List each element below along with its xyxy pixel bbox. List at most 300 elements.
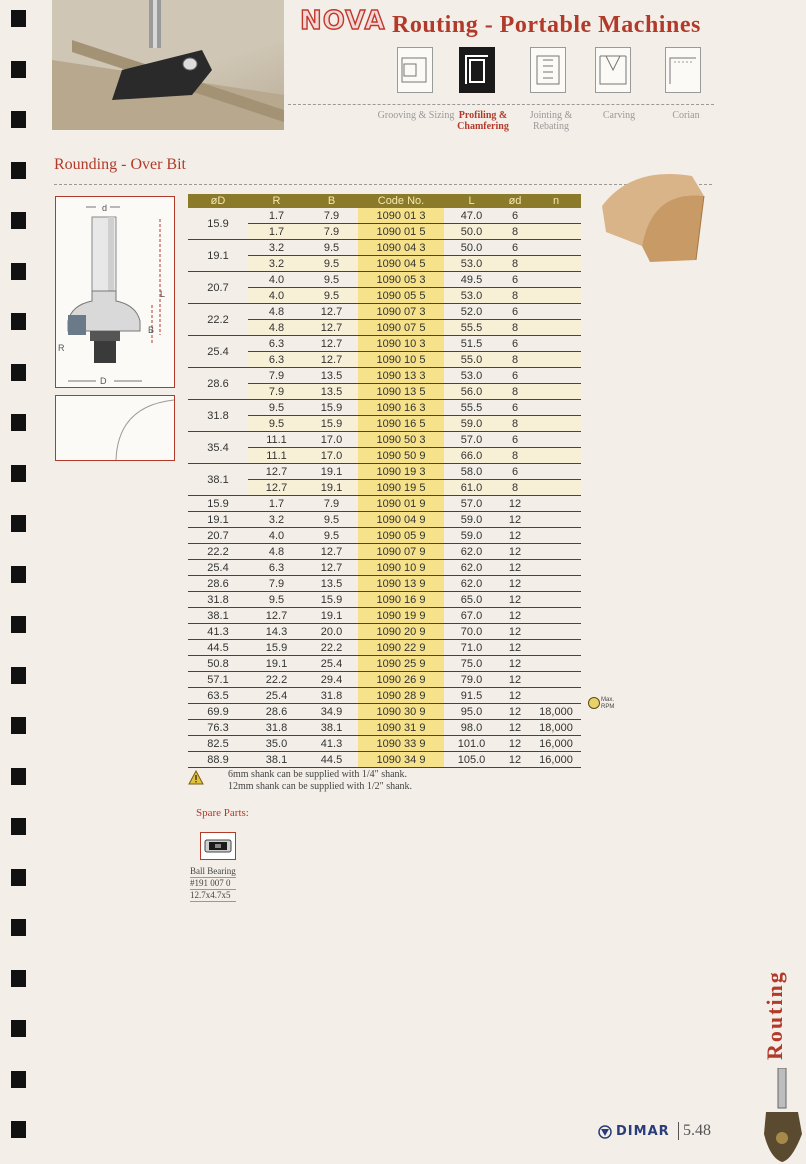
product-photo bbox=[52, 0, 284, 130]
cell-shank: 12 bbox=[499, 608, 531, 624]
cell-shank: 6 bbox=[499, 464, 531, 480]
cell-b: 12.7 bbox=[305, 336, 358, 352]
cell-length: 58.0 bbox=[444, 464, 499, 480]
table-row bbox=[188, 656, 581, 672]
cell-code: 1090 01 5 bbox=[358, 224, 444, 240]
cell-length: 49.5 bbox=[444, 272, 499, 288]
cell-radius: 4.0 bbox=[248, 288, 305, 304]
category-label-profiling[interactable]: Profiling & Chamfering bbox=[457, 110, 509, 132]
cell-code: 1090 10 5 bbox=[358, 352, 444, 368]
cell-code: 1090 16 3 bbox=[358, 400, 444, 416]
shank-note-12mm: 12mm shank can be supplied with 1/2" shank. bbox=[228, 781, 413, 792]
col-header-R: R bbox=[248, 194, 305, 208]
cell-diameter: 31.8 bbox=[188, 400, 248, 432]
cell-rpm bbox=[531, 304, 581, 320]
cell-code: 1090 01 9 bbox=[358, 496, 444, 512]
cell-shank: 6 bbox=[499, 304, 531, 320]
cell-radius: 4.0 bbox=[248, 528, 305, 544]
cell-code: 1090 05 9 bbox=[358, 528, 444, 544]
spare-part-name: Ball Bearing bbox=[190, 866, 236, 876]
cell-diameter: 38.1 bbox=[188, 464, 248, 496]
dim-label-d: d bbox=[102, 203, 108, 213]
cell-rpm bbox=[531, 224, 581, 240]
cell-diameter: 35.4 bbox=[188, 432, 248, 464]
cell-rpm bbox=[531, 608, 581, 624]
dimar-logo-icon bbox=[598, 1125, 612, 1139]
cell-length: 53.0 bbox=[444, 288, 499, 304]
cell-length: 70.0 bbox=[444, 624, 499, 640]
col-header-code: Code No. bbox=[358, 194, 444, 208]
cell-b: 12.7 bbox=[305, 320, 358, 336]
cell-length: 59.0 bbox=[444, 528, 499, 544]
side-tab-label: Routing bbox=[762, 970, 787, 1060]
cell-length: 75.0 bbox=[444, 656, 499, 672]
binding-hole bbox=[11, 919, 26, 936]
page-number: 5.48 bbox=[678, 1122, 711, 1140]
cell-rpm: 18,000 bbox=[531, 704, 581, 720]
rpm-note bbox=[601, 697, 614, 711]
cell-length: 95.0 bbox=[444, 704, 499, 720]
jointing-icon[interactable] bbox=[530, 47, 566, 93]
cell-rpm bbox=[531, 528, 581, 544]
cell-code: 1090 10 9 bbox=[358, 560, 444, 576]
cell-code: 1090 50 3 bbox=[358, 432, 444, 448]
footer-brand: DIMAR bbox=[616, 1124, 670, 1139]
cell-radius: 11.1 bbox=[248, 432, 305, 448]
cell-b: 19.1 bbox=[305, 608, 358, 624]
cell-diameter: 15.9 bbox=[188, 208, 248, 240]
cell-length: 55.5 bbox=[444, 320, 499, 336]
table-row bbox=[188, 688, 581, 704]
table-row bbox=[188, 640, 581, 656]
table-row bbox=[188, 208, 581, 224]
binding-hole bbox=[11, 869, 26, 886]
cell-radius: 15.9 bbox=[248, 640, 305, 656]
cell-radius: 9.5 bbox=[248, 400, 305, 416]
cell-rpm bbox=[531, 352, 581, 368]
cell-b: 38.1 bbox=[305, 720, 358, 736]
cell-radius: 12.7 bbox=[248, 608, 305, 624]
cell-length: 51.5 bbox=[444, 336, 499, 352]
binding-hole bbox=[11, 667, 26, 684]
cell-diameter: 25.4 bbox=[188, 336, 248, 368]
cell-rpm: 16,000 bbox=[531, 752, 581, 768]
cell-radius: 9.5 bbox=[248, 592, 305, 608]
cell-rpm bbox=[531, 240, 581, 256]
binding-hole bbox=[11, 717, 26, 734]
cell-radius: 6.3 bbox=[248, 560, 305, 576]
table-row bbox=[188, 240, 581, 256]
table-row bbox=[188, 336, 581, 352]
cell-rpm bbox=[531, 688, 581, 704]
cell-length: 91.5 bbox=[444, 688, 499, 704]
category-label-grooving[interactable]: Grooving & Sizing bbox=[377, 110, 455, 121]
cell-length: 57.0 bbox=[444, 496, 499, 512]
cell-radius: 3.2 bbox=[248, 240, 305, 256]
cell-radius: 1.7 bbox=[248, 224, 305, 240]
cell-length: 71.0 bbox=[444, 640, 499, 656]
cell-code: 1090 04 3 bbox=[358, 240, 444, 256]
table-row bbox=[188, 432, 581, 448]
binding-hole bbox=[11, 10, 26, 27]
cell-length: 50.0 bbox=[444, 240, 499, 256]
cell-shank: 6 bbox=[499, 208, 531, 224]
cell-rpm bbox=[531, 320, 581, 336]
cell-length: 53.0 bbox=[444, 256, 499, 272]
category-label-jointing[interactable]: Jointing & Rebating bbox=[529, 110, 573, 132]
cell-radius: 4.0 bbox=[248, 272, 305, 288]
cell-diameter: 82.5 bbox=[188, 736, 248, 752]
cell-shank: 8 bbox=[499, 224, 531, 240]
cell-shank: 6 bbox=[499, 368, 531, 384]
cell-rpm bbox=[531, 544, 581, 560]
cell-length: 65.0 bbox=[444, 592, 499, 608]
cell-length: 53.0 bbox=[444, 368, 499, 384]
cell-diameter: 88.9 bbox=[188, 752, 248, 768]
cell-shank: 8 bbox=[499, 288, 531, 304]
cell-b: 9.5 bbox=[305, 272, 358, 288]
binding-hole bbox=[11, 515, 26, 532]
binding-hole bbox=[11, 566, 26, 583]
cell-shank: 6 bbox=[499, 400, 531, 416]
cell-length: 55.5 bbox=[444, 400, 499, 416]
cell-rpm bbox=[531, 336, 581, 352]
cell-radius: 3.2 bbox=[248, 512, 305, 528]
spare-part-info bbox=[190, 866, 236, 902]
cell-radius: 14.3 bbox=[248, 624, 305, 640]
cell-code: 1090 31 9 bbox=[358, 720, 444, 736]
cell-b: 17.0 bbox=[305, 448, 358, 464]
cell-rpm bbox=[531, 208, 581, 224]
cell-b: 7.9 bbox=[305, 224, 358, 240]
table-row bbox=[188, 704, 581, 720]
table-row bbox=[188, 752, 581, 768]
cell-rpm bbox=[531, 464, 581, 480]
dim-label-B: B bbox=[148, 325, 155, 335]
cell-shank: 6 bbox=[499, 432, 531, 448]
cell-length: 59.0 bbox=[444, 416, 499, 432]
cell-code: 1090 33 9 bbox=[358, 736, 444, 752]
ball-bearing-icon bbox=[200, 832, 236, 860]
cell-rpm bbox=[531, 624, 581, 640]
carving-icon[interactable] bbox=[595, 47, 631, 93]
spare-part-size: 12.7x4.7x5 bbox=[190, 890, 236, 902]
cell-shank: 12 bbox=[499, 512, 531, 528]
cell-diameter: 57.1 bbox=[188, 672, 248, 688]
cell-shank: 12 bbox=[499, 544, 531, 560]
cell-b: 7.9 bbox=[305, 208, 358, 224]
cell-diameter: 20.7 bbox=[188, 528, 248, 544]
cell-radius: 12.7 bbox=[248, 464, 305, 480]
cell-b: 20.0 bbox=[305, 624, 358, 640]
cell-length: 79.0 bbox=[444, 672, 499, 688]
cell-shank: 6 bbox=[499, 240, 531, 256]
cut-profile-diagram bbox=[55, 395, 175, 461]
cell-length: 59.0 bbox=[444, 512, 499, 528]
cell-diameter: 63.5 bbox=[188, 688, 248, 704]
cell-shank: 12 bbox=[499, 528, 531, 544]
table-row bbox=[188, 496, 581, 512]
table-row bbox=[188, 624, 581, 640]
cell-rpm bbox=[531, 496, 581, 512]
cell-code: 1090 50 9 bbox=[358, 448, 444, 464]
binding-hole bbox=[11, 414, 26, 431]
dim-label-L: L bbox=[160, 289, 166, 299]
cell-rpm bbox=[531, 640, 581, 656]
cell-radius: 38.1 bbox=[248, 752, 305, 768]
cell-code: 1090 10 3 bbox=[358, 336, 444, 352]
cell-b: 9.5 bbox=[305, 256, 358, 272]
binding-hole bbox=[11, 970, 26, 987]
cell-radius: 35.0 bbox=[248, 736, 305, 752]
cell-length: 62.0 bbox=[444, 544, 499, 560]
cell-diameter: 20.7 bbox=[188, 272, 248, 304]
cell-length: 105.0 bbox=[444, 752, 499, 768]
bit-diagram bbox=[55, 196, 175, 388]
cell-rpm bbox=[531, 272, 581, 288]
cell-rpm bbox=[531, 432, 581, 448]
cell-length: 50.0 bbox=[444, 224, 499, 240]
cell-diameter: 28.6 bbox=[188, 576, 248, 592]
page-header bbox=[300, 6, 720, 46]
warning-icon bbox=[188, 770, 204, 785]
cell-code: 1090 13 5 bbox=[358, 384, 444, 400]
table-row bbox=[188, 368, 581, 384]
side-tab-bit-icon bbox=[762, 1068, 806, 1164]
cell-rpm bbox=[531, 576, 581, 592]
cell-code: 1090 25 9 bbox=[358, 656, 444, 672]
brand-logo: NOVA bbox=[300, 6, 386, 36]
cell-b: 25.4 bbox=[305, 656, 358, 672]
cell-b: 13.5 bbox=[305, 576, 358, 592]
cell-b: 15.9 bbox=[305, 400, 358, 416]
cell-b: 9.5 bbox=[305, 288, 358, 304]
wood-profile-sample bbox=[592, 166, 712, 262]
col-header-L: L bbox=[444, 194, 499, 208]
col-header-B: B bbox=[305, 194, 358, 208]
cell-shank: 8 bbox=[499, 416, 531, 432]
binding-hole bbox=[11, 818, 26, 835]
cell-radius: 3.2 bbox=[248, 256, 305, 272]
cell-rpm bbox=[531, 288, 581, 304]
section-title: Rounding - Over Bit bbox=[54, 156, 186, 173]
rpm-note-line2: RPM bbox=[601, 704, 615, 710]
binding-hole bbox=[11, 465, 26, 482]
cell-shank: 12 bbox=[499, 672, 531, 688]
table-row bbox=[188, 720, 581, 736]
router-bit-photo bbox=[52, 0, 284, 130]
cell-b: 9.5 bbox=[305, 528, 358, 544]
cell-rpm bbox=[531, 672, 581, 688]
cell-length: 101.0 bbox=[444, 736, 499, 752]
corian-icon[interactable] bbox=[665, 47, 701, 93]
cell-b: 12.7 bbox=[305, 560, 358, 576]
cell-radius: 7.9 bbox=[248, 576, 305, 592]
cell-b: 17.0 bbox=[305, 432, 358, 448]
cell-radius: 1.7 bbox=[248, 496, 305, 512]
binding-hole bbox=[11, 1020, 26, 1037]
cell-diameter: 44.5 bbox=[188, 640, 248, 656]
cell-rpm bbox=[531, 368, 581, 384]
binding-hole bbox=[11, 364, 26, 381]
cell-rpm bbox=[531, 512, 581, 528]
cell-length: 56.0 bbox=[444, 384, 499, 400]
table-row bbox=[188, 512, 581, 528]
rpm-badge-icon bbox=[588, 697, 600, 709]
cell-rpm bbox=[531, 560, 581, 576]
table-row bbox=[188, 544, 581, 560]
cell-b: 15.9 bbox=[305, 416, 358, 432]
cell-code: 1090 13 9 bbox=[358, 576, 444, 592]
spec-table bbox=[188, 194, 581, 768]
table-row bbox=[188, 608, 581, 624]
cell-rpm bbox=[531, 592, 581, 608]
cell-diameter: 19.1 bbox=[188, 512, 248, 528]
cell-radius: 6.3 bbox=[248, 352, 305, 368]
cell-code: 1090 19 3 bbox=[358, 464, 444, 480]
cell-b: 13.5 bbox=[305, 384, 358, 400]
cell-length: 61.0 bbox=[444, 480, 499, 496]
cell-code: 1090 01 3 bbox=[358, 208, 444, 224]
binding-hole bbox=[11, 768, 26, 785]
cell-rpm bbox=[531, 448, 581, 464]
cell-shank: 12 bbox=[499, 592, 531, 608]
cell-length: 62.0 bbox=[444, 560, 499, 576]
binding-hole bbox=[11, 1121, 26, 1138]
cell-code: 1090 07 9 bbox=[358, 544, 444, 560]
cell-b: 12.7 bbox=[305, 304, 358, 320]
spare-parts-title: Spare Parts: bbox=[196, 807, 249, 819]
cell-rpm bbox=[531, 656, 581, 672]
cell-diameter: 22.2 bbox=[188, 304, 248, 336]
category-label-carving[interactable]: Carving bbox=[602, 110, 636, 121]
cell-shank: 6 bbox=[499, 336, 531, 352]
table-row bbox=[188, 528, 581, 544]
cell-b: 12.7 bbox=[305, 352, 358, 368]
cell-diameter: 22.2 bbox=[188, 544, 248, 560]
cell-shank: 8 bbox=[499, 352, 531, 368]
cell-code: 1090 16 9 bbox=[358, 592, 444, 608]
cell-b: 34.9 bbox=[305, 704, 358, 720]
cell-radius: 19.1 bbox=[248, 656, 305, 672]
cell-length: 57.0 bbox=[444, 432, 499, 448]
dim-label-D: D bbox=[100, 376, 107, 386]
binding-hole bbox=[11, 212, 26, 229]
cell-diameter: 76.3 bbox=[188, 720, 248, 736]
cell-radius: 31.8 bbox=[248, 720, 305, 736]
cell-code: 1090 05 5 bbox=[358, 288, 444, 304]
cell-rpm bbox=[531, 400, 581, 416]
table-header-row bbox=[188, 194, 581, 208]
table-row bbox=[188, 304, 581, 320]
cell-radius: 22.2 bbox=[248, 672, 305, 688]
cell-radius: 7.9 bbox=[248, 368, 305, 384]
cell-b: 13.5 bbox=[305, 368, 358, 384]
cell-diameter: 25.4 bbox=[188, 560, 248, 576]
cell-b: 15.9 bbox=[305, 592, 358, 608]
cell-b: 31.8 bbox=[305, 688, 358, 704]
cell-shank: 12 bbox=[499, 496, 531, 512]
cell-radius: 4.8 bbox=[248, 320, 305, 336]
table-row bbox=[188, 672, 581, 688]
cell-length: 55.0 bbox=[444, 352, 499, 368]
cell-shank: 12 bbox=[499, 576, 531, 592]
cell-shank: 8 bbox=[499, 320, 531, 336]
cell-length: 66.0 bbox=[444, 448, 499, 464]
profiling-icon[interactable] bbox=[459, 47, 495, 93]
cell-code: 1090 04 9 bbox=[358, 512, 444, 528]
cell-b: 19.1 bbox=[305, 464, 358, 480]
cell-b: 9.5 bbox=[305, 240, 358, 256]
binding-hole bbox=[11, 61, 26, 78]
cell-diameter: 69.9 bbox=[188, 704, 248, 720]
cell-rpm: 18,000 bbox=[531, 720, 581, 736]
cell-shank: 12 bbox=[499, 656, 531, 672]
cell-radius: 9.5 bbox=[248, 416, 305, 432]
category-label-corian[interactable]: Corian bbox=[672, 110, 700, 121]
cell-code: 1090 19 5 bbox=[358, 480, 444, 496]
dim-label-R: R bbox=[58, 343, 65, 353]
table-row bbox=[188, 736, 581, 752]
cell-b: 41.3 bbox=[305, 736, 358, 752]
cell-radius: 11.1 bbox=[248, 448, 305, 464]
cell-b: 7.9 bbox=[305, 496, 358, 512]
binding-hole bbox=[11, 313, 26, 330]
cell-code: 1090 34 9 bbox=[358, 752, 444, 768]
cell-diameter: 28.6 bbox=[188, 368, 248, 400]
col-header-d: ød bbox=[499, 194, 531, 208]
cell-shank: 12 bbox=[499, 560, 531, 576]
cell-diameter: 31.8 bbox=[188, 592, 248, 608]
cell-shank: 6 bbox=[499, 272, 531, 288]
cell-radius: 6.3 bbox=[248, 336, 305, 352]
cell-b: 12.7 bbox=[305, 544, 358, 560]
cell-diameter: 41.3 bbox=[188, 624, 248, 640]
cell-code: 1090 16 5 bbox=[358, 416, 444, 432]
cell-length: 47.0 bbox=[444, 208, 499, 224]
shank-notes bbox=[228, 769, 412, 793]
cell-code: 1090 26 9 bbox=[358, 672, 444, 688]
cell-length: 98.0 bbox=[444, 720, 499, 736]
binding-hole bbox=[11, 162, 26, 179]
cell-radius: 4.8 bbox=[248, 544, 305, 560]
table-row bbox=[188, 272, 581, 288]
col-header-n: n bbox=[531, 194, 581, 208]
cell-code: 1090 07 5 bbox=[358, 320, 444, 336]
cell-radius: 25.4 bbox=[248, 688, 305, 704]
cell-radius: 7.9 bbox=[248, 384, 305, 400]
cell-code: 1090 13 3 bbox=[358, 368, 444, 384]
shank-note-6mm: 6mm shank can be supplied with 1/4" shank. bbox=[228, 769, 408, 780]
cell-b: 44.5 bbox=[305, 752, 358, 768]
rpm-note-line1: Max. bbox=[601, 697, 615, 703]
category-divider bbox=[288, 104, 714, 105]
cell-code: 1090 30 9 bbox=[358, 704, 444, 720]
cell-length: 67.0 bbox=[444, 608, 499, 624]
binding-hole bbox=[11, 1071, 26, 1088]
cell-b: 29.4 bbox=[305, 672, 358, 688]
cell-code: 1090 07 3 bbox=[358, 304, 444, 320]
cell-b: 9.5 bbox=[305, 512, 358, 528]
cell-diameter: 15.9 bbox=[188, 496, 248, 512]
cell-code: 1090 22 9 bbox=[358, 640, 444, 656]
table-row bbox=[188, 560, 581, 576]
cell-rpm bbox=[531, 416, 581, 432]
cell-shank: 8 bbox=[499, 448, 531, 464]
grooving-icon[interactable] bbox=[397, 47, 433, 93]
table-row bbox=[188, 464, 581, 480]
binding-hole bbox=[11, 111, 26, 128]
